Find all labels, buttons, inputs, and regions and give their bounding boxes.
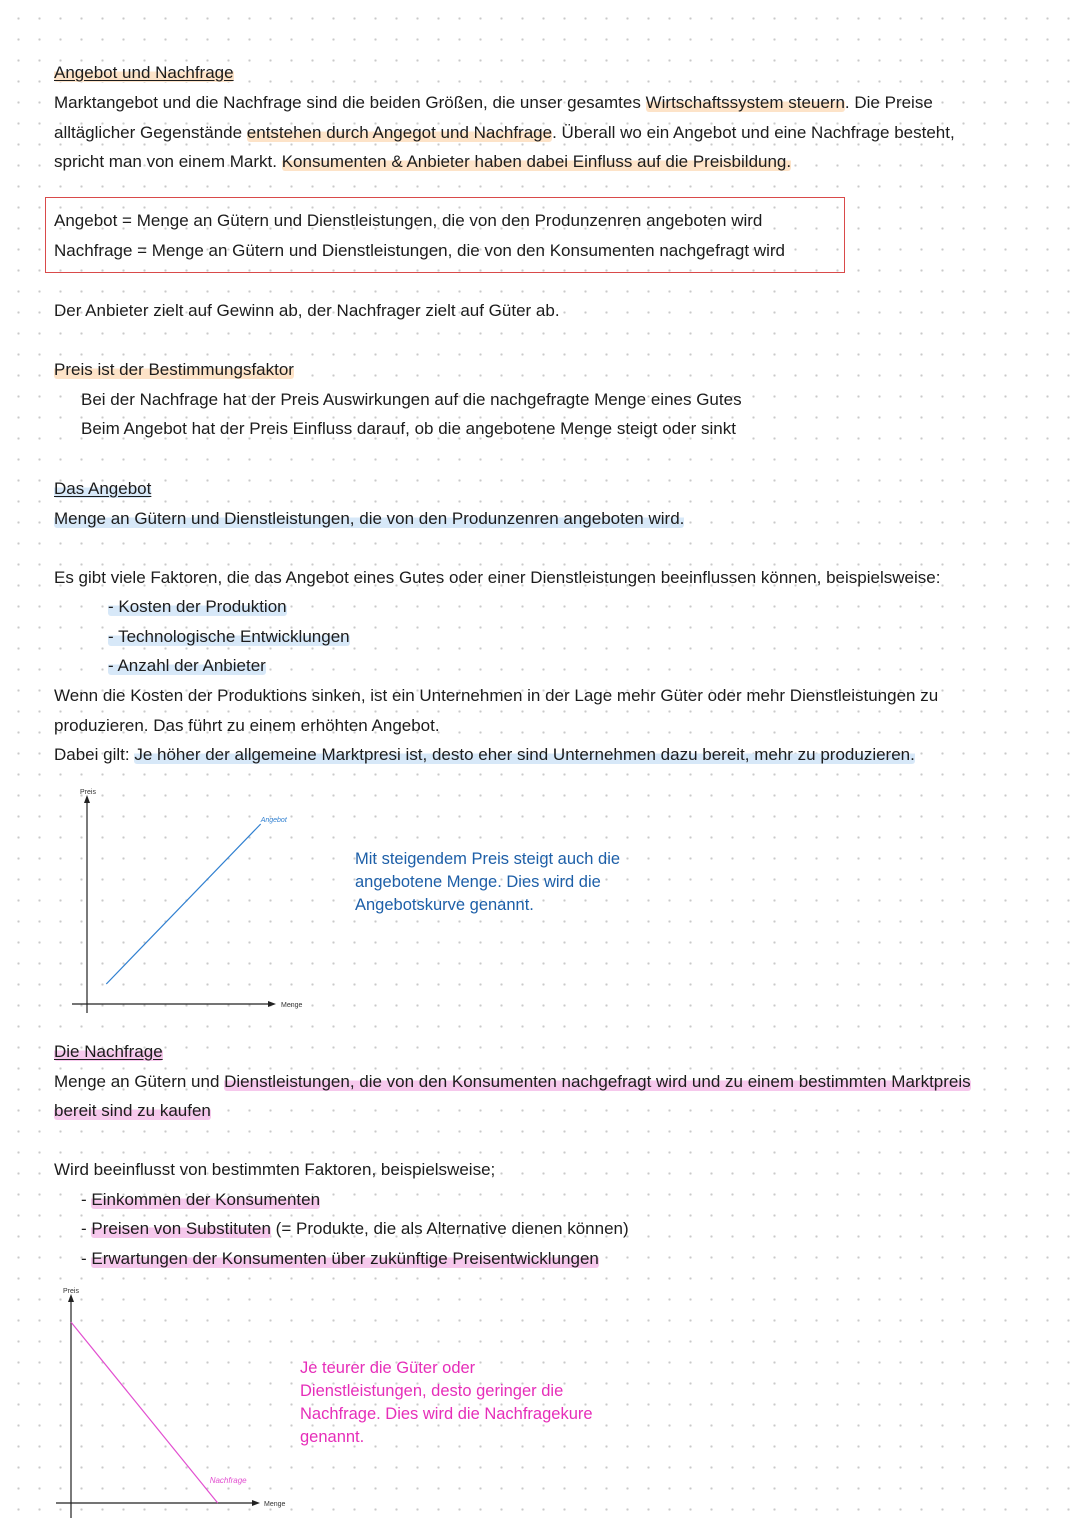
angebot-factor-2: - Technologische Entwicklungen [108, 627, 350, 646]
definition-angebot: Angebot = Menge an Gütern und Dienstleistungen, die von den Produnzenren angeboten wird [54, 211, 763, 230]
nachfrage-y-arrow [68, 1294, 74, 1302]
definition-nachfrage: Nachfrage = Menge an Gütern und Dienstleistungen, die von den Konsumenten nachgefragt wird [54, 241, 785, 260]
price-line-1: Bei der Nachfrage hat der Preis Auswirkungen auf die nachgefragte Menge eines Gutes [81, 390, 742, 409]
nachfrage-ylabel: Preis [63, 1288, 79, 1295]
nachfrage-intro: Wird beeinflusst von bestimmten Faktoren, beispielsweise; [54, 1160, 496, 1179]
nachfrage-chart [0, 1282, 300, 1522]
angebot-series-label: Angebot [260, 817, 287, 824]
angebot-chart [0, 785, 320, 1025]
angebot-factor-1: - Kosten der Produktion [108, 597, 287, 616]
section-heading-angebot-nachfrage: Angebot und Nachfrage [54, 63, 234, 82]
angebot-para-2: produzieren. Das führt zu einem erhöhten Angebot. [54, 716, 440, 735]
angebot-para-3: Dabei gilt: Je höher der allgemeine Marktpresi ist, desto eher sind Unternehmen dazu bereit, mehr zu produzieren. [54, 745, 915, 764]
angebot-ylabel: Preis [80, 789, 96, 796]
nachfrage-factor-2: - Preisen von Substituten (= Produkte, die als Alternative dienen können) [81, 1219, 629, 1238]
nachfrage-series-label: Nachfrage [209, 1476, 247, 1485]
angebot-intro: Es gibt viele Faktoren, die das Angebot eines Gutes oder einer Dienstleistungen beeinflussen können, beispielsweise: [54, 568, 941, 587]
price-line-2: Beim Angebot hat der Preis Einfluss darauf, ob die angebotene Menge steigt oder sinkt [81, 419, 736, 438]
angebot-factor-3: - Anzahl der Anbieter [108, 656, 266, 675]
angebot-definition: Menge an Gütern und Dienstleistungen, die von den Produnzenren angeboten wird. [54, 509, 685, 528]
nachfrage-factor-3: - Erwartungen der Konsumenten über zukünftige Preisentwicklungen [81, 1249, 599, 1268]
section-heading-nachfrage: Die Nachfrage [54, 1042, 163, 1061]
nachfrage-note: Je teurer die Güter oder Dienstleistungen, desto geringer die Nachfrage. Dies wird die Nachfragekure genannt. [300, 1359, 593, 1446]
angebot-y-arrow [84, 795, 90, 803]
nachfrage-definition-1: Menge an Gütern und Dienstleistungen, die von den Konsumenten nachgefragt wird und zu einem bestimmten Marktpreis [54, 1072, 971, 1091]
nachfrage-definition-2: bereit sind zu kaufen [54, 1101, 211, 1120]
intro-line-3: spricht man von einem Markt. Konsumenten & Anbieter haben dabei Einfluss auf die Preisbildung. [54, 152, 792, 171]
nachfrage-factor-1: - Einkommen der Konsumenten [81, 1190, 321, 1209]
angebot-note: Mit steigendem Preis steigt auch die angebotene Menge. Dies wird die Angebotskurve genannt. [355, 850, 621, 914]
goal-line: Der Anbieter zielt auf Gewinn ab, der Nachfrager zielt auf Güter ab. [54, 301, 560, 320]
section-heading-angebot: Das Angebot [54, 479, 152, 498]
angebot-x-arrow [268, 1001, 276, 1007]
angebot-para-1: Wenn die Kosten der Produktions sinken, ist ein Unternehmen in der Lage mehr Güter oder mehr Dienstleistungen zu [54, 686, 939, 705]
nachfrage-xlabel: Menge [264, 1501, 286, 1508]
nachfrage-curve [71, 1322, 218, 1503]
nachfrage-x-arrow [252, 1500, 260, 1506]
section-heading-preis: Preis ist der Bestimmungsfaktor [54, 360, 294, 379]
intro-line-2: alltäglicher Gegenstände entstehen durch Angegot und Nachfrage. Überall wo ein Angebot und eine Nachfrage besteht, [54, 123, 955, 142]
angebot-xlabel: Menge [281, 1002, 303, 1009]
intro-line-1: Marktangebot und die Nachfrage sind die beiden Größen, die unser gesamtes Wirtschaftssystem steuern. Die Preise [54, 93, 933, 112]
angebot-curve [106, 824, 260, 984]
